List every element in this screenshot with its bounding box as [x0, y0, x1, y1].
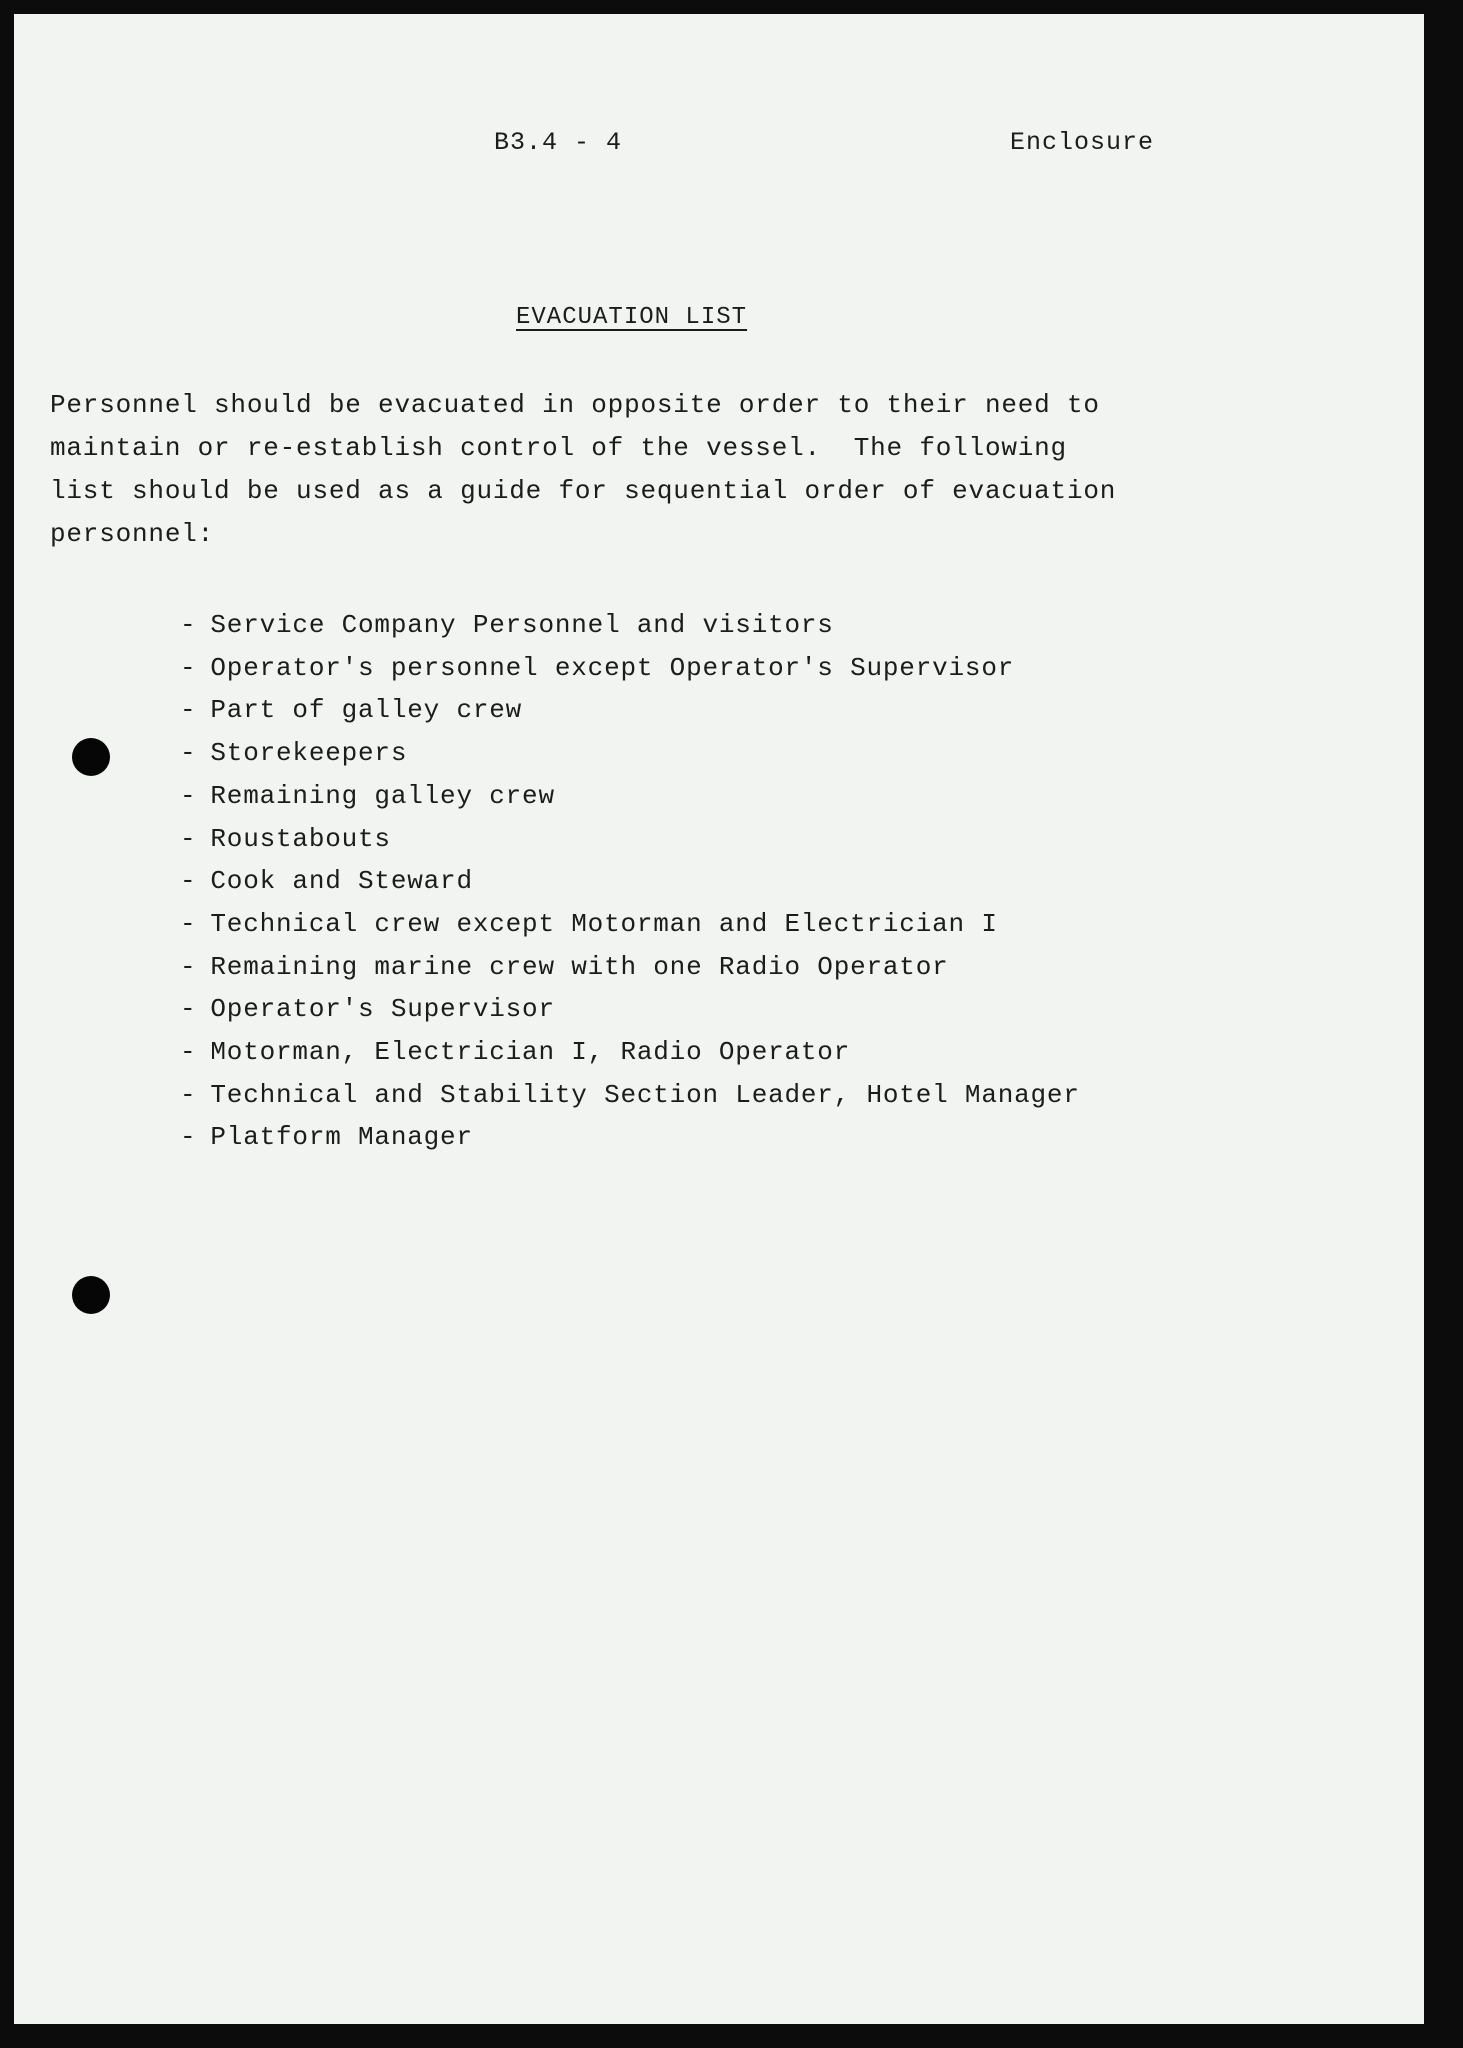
list-item-text: Operator's personnel except Operator's Supervisor: [210, 652, 1015, 683]
list-item-text: Technical crew except Motorman and Electrician I: [210, 908, 998, 939]
list-dash: -: [180, 652, 197, 683]
list-item-text: Storekeepers: [210, 738, 408, 769]
list-item-text: Remaining galley crew: [210, 780, 555, 811]
list-item: [180, 732, 1080, 775]
punch-hole: [72, 1276, 110, 1314]
list-item: [180, 988, 1080, 1031]
list-item-text: Technical and Stability Section Leader, Hotel Manager: [210, 1079, 1080, 1110]
list-item: [180, 1116, 1080, 1159]
list-dash: -: [180, 1037, 197, 1068]
punch-hole: [72, 738, 110, 776]
list-dash: -: [180, 866, 197, 897]
list-dash: -: [180, 951, 197, 982]
list-item: [180, 860, 1080, 903]
document-page: [14, 14, 1424, 2024]
list-item: [180, 903, 1080, 946]
intro-line: Personnel should be evacuated in opposite order to their need to: [50, 390, 1100, 420]
list-item: [180, 604, 1080, 647]
list-dash: -: [180, 994, 197, 1025]
list-item-text: Cook and Steward: [210, 866, 473, 897]
evacuation-list: [180, 604, 1080, 1159]
list-item-text: Roustabouts: [210, 823, 391, 854]
list-item: [180, 1074, 1080, 1117]
list-dash: -: [180, 1122, 197, 1153]
document-reference: B3.4 - 4: [494, 128, 623, 157]
page-title: EVACUATION LIST: [516, 304, 748, 331]
list-item: [180, 647, 1080, 690]
list-item-text: Motorman, Electrician I, Radio Operator: [210, 1037, 851, 1068]
list-dash: -: [180, 610, 197, 640]
intro-line: personnel:: [50, 519, 215, 549]
enclosure-label: Enclosure: [1010, 128, 1155, 157]
list-dash: -: [180, 780, 197, 811]
intro-paragraph: [50, 384, 1190, 556]
list-dash: -: [180, 738, 197, 769]
list-item: [180, 689, 1080, 732]
list-item: [180, 946, 1080, 989]
list-item-text: Remaining marine crew with one Radio Operator: [210, 951, 949, 982]
list-dash: -: [180, 1079, 197, 1110]
list-item-text: Part of galley crew: [210, 695, 523, 726]
list-dash: -: [180, 695, 197, 726]
list-item: [180, 1031, 1080, 1074]
list-dash: -: [180, 908, 197, 939]
intro-line: list should be used as a guide for sequential order of evacuation: [50, 476, 1117, 506]
list-item: [180, 775, 1080, 818]
intro-line: maintain or re-establish control of the vessel. The following: [50, 433, 1067, 463]
list-item: [180, 818, 1080, 861]
list-dash: -: [180, 823, 197, 854]
list-item-text: Platform Manager: [210, 1122, 473, 1153]
list-item-text: Service Company Personnel and visitors: [210, 610, 834, 640]
list-item-text: Operator's Supervisor: [210, 994, 555, 1025]
